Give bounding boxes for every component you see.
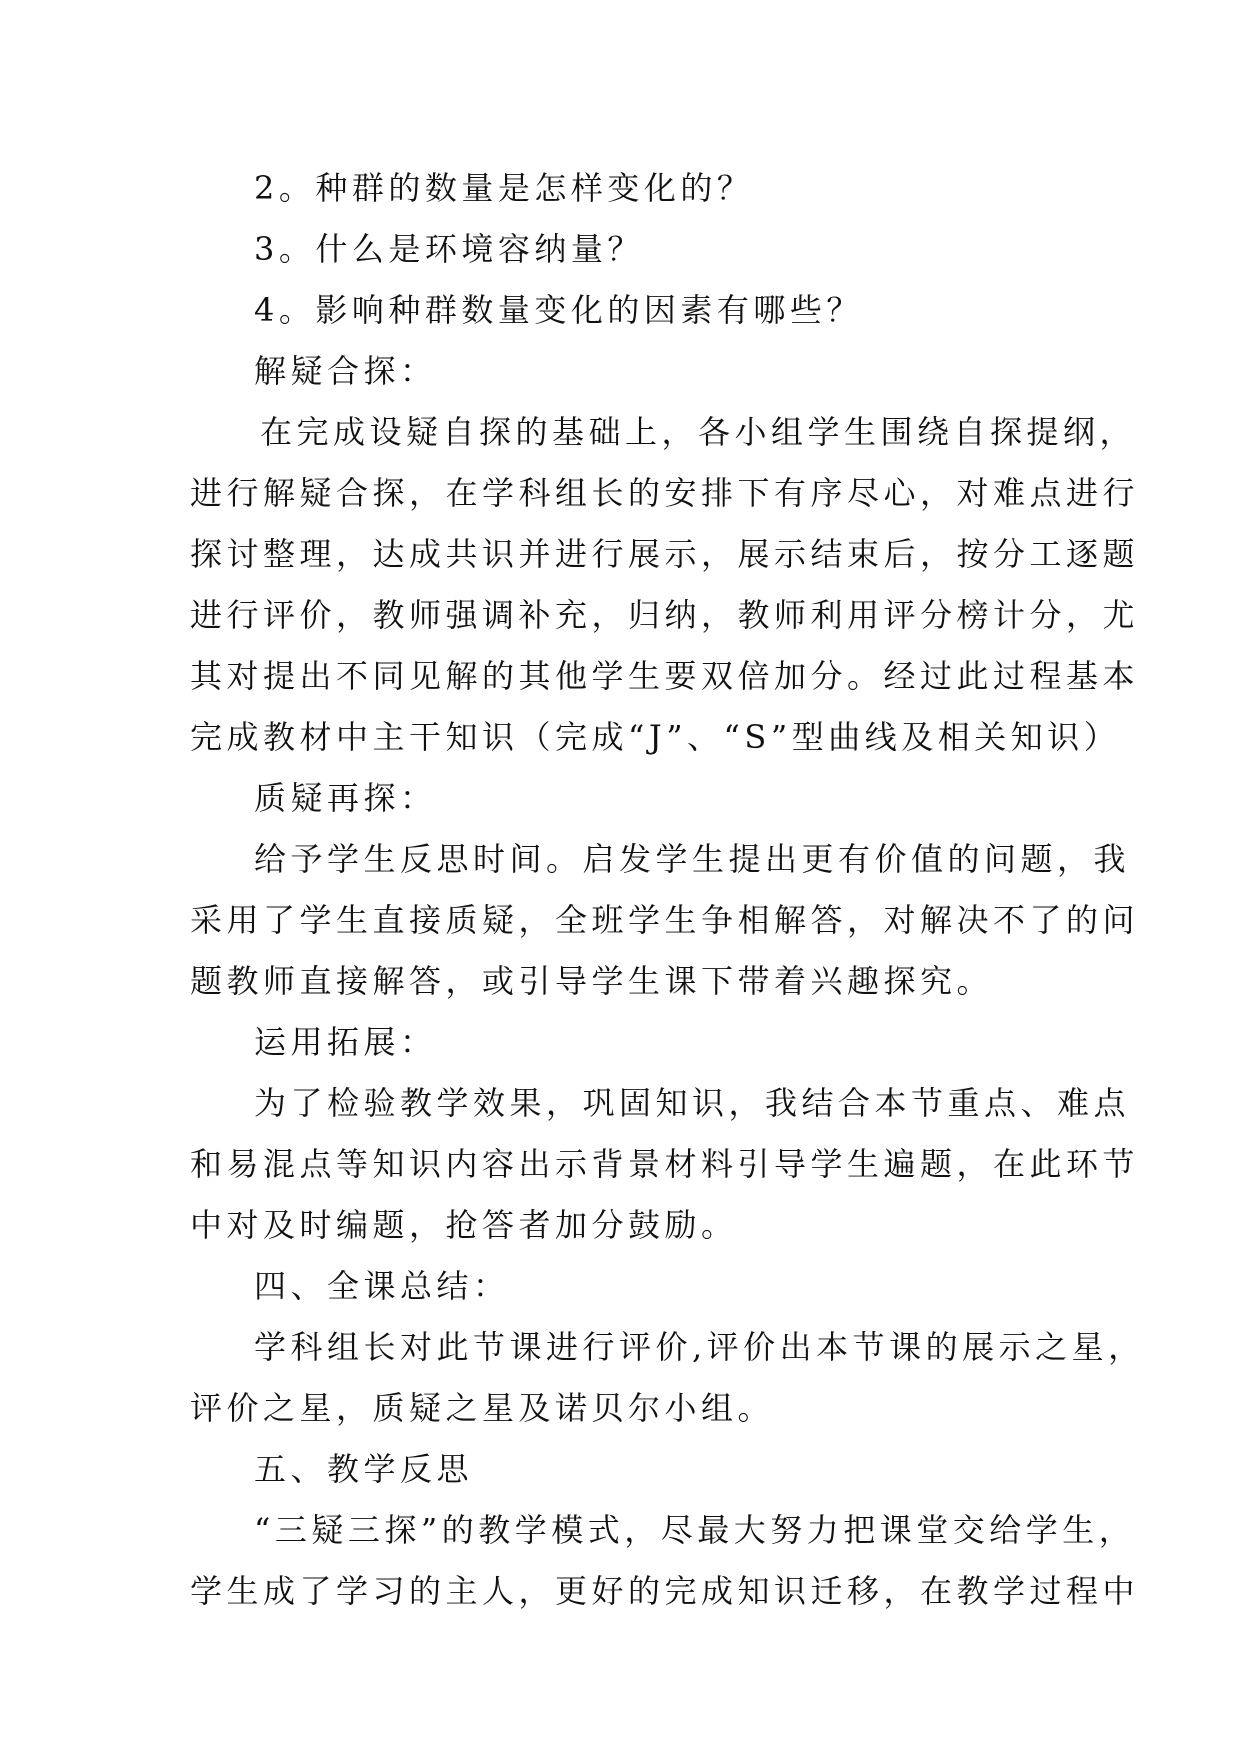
paragraph-line: 探讨整理，达成共识并进行展示，展示结束后，按分工逐题 <box>190 535 1140 573</box>
paragraph-line: 为了检验教学效果，巩固知识，我结合本节重点、难点 <box>254 1084 1131 1122</box>
paragraph-line: 题教师直接解答，或引导学生课下带着兴趣探究。 <box>190 962 994 1000</box>
paragraph-line: 给予学生反思时间。启发学生提出更有价值的问题，我 <box>254 840 1131 878</box>
paragraph-line: 评价之星，质疑之星及诺贝尔小组。 <box>190 1389 775 1427</box>
question-3: 3。什么是环境容纳量？ <box>254 230 644 268</box>
paragraph-line: 在完成设疑自探的基础上，各小组学生围绕自探提纲， <box>260 413 1137 451</box>
paragraph-line: 进行解疑合探，在学科组长的安排下有序尽心，对难点进行 <box>190 474 1140 512</box>
question-2: 2。种群的数量是怎样变化的？ <box>254 169 754 207</box>
paragraph-line: 和易混点等知识内容出示背景材料引导学生遍题，在此环节 <box>190 1145 1140 1183</box>
paragraph-line: 中对及时编题，抢答者加分鼓励。 <box>190 1206 738 1244</box>
heading-quanke-zongjie: 四、全课总结： <box>254 1267 510 1305</box>
paragraph-line: 学生成了学习的主人，更好的完成知识迁移，在教学过程中 <box>190 1572 1140 1610</box>
question-4: 4。影响种群数量变化的因素有哪些？ <box>254 291 863 329</box>
paragraph-line: 采用了学生直接质疑，全班学生争相解答，对解决不了的问 <box>190 901 1140 939</box>
paragraph-line: 进行评价，教师强调补充，归纳，教师利用评分榜计分，尤 <box>190 596 1140 634</box>
paragraph-line: 其对提出不同见解的其他学生要双倍加分。经过此过程基本 <box>190 657 1140 695</box>
paragraph-line: “三疑三探”的教学模式，尽最大努力把课堂交给学生， <box>254 1511 1136 1549</box>
heading-jieyi-hetan: 解疑合探： <box>254 352 437 390</box>
heading-yunyong-tuozhan: 运用拓展： <box>254 1023 437 1061</box>
heading-jiaoxue-fansi: 五、教学反思 <box>254 1450 474 1488</box>
heading-zhiyi-zaitan: 质疑再探： <box>254 779 437 817</box>
document-page <box>190 158 1145 1622</box>
paragraph-line: 完成教材中主干知识（完成“J”、“S”型曲线及相关知识） <box>190 718 1121 756</box>
paragraph-line: 学科组长对此节课进行评价,评价出本节课的展示之星， <box>254 1328 1145 1366</box>
